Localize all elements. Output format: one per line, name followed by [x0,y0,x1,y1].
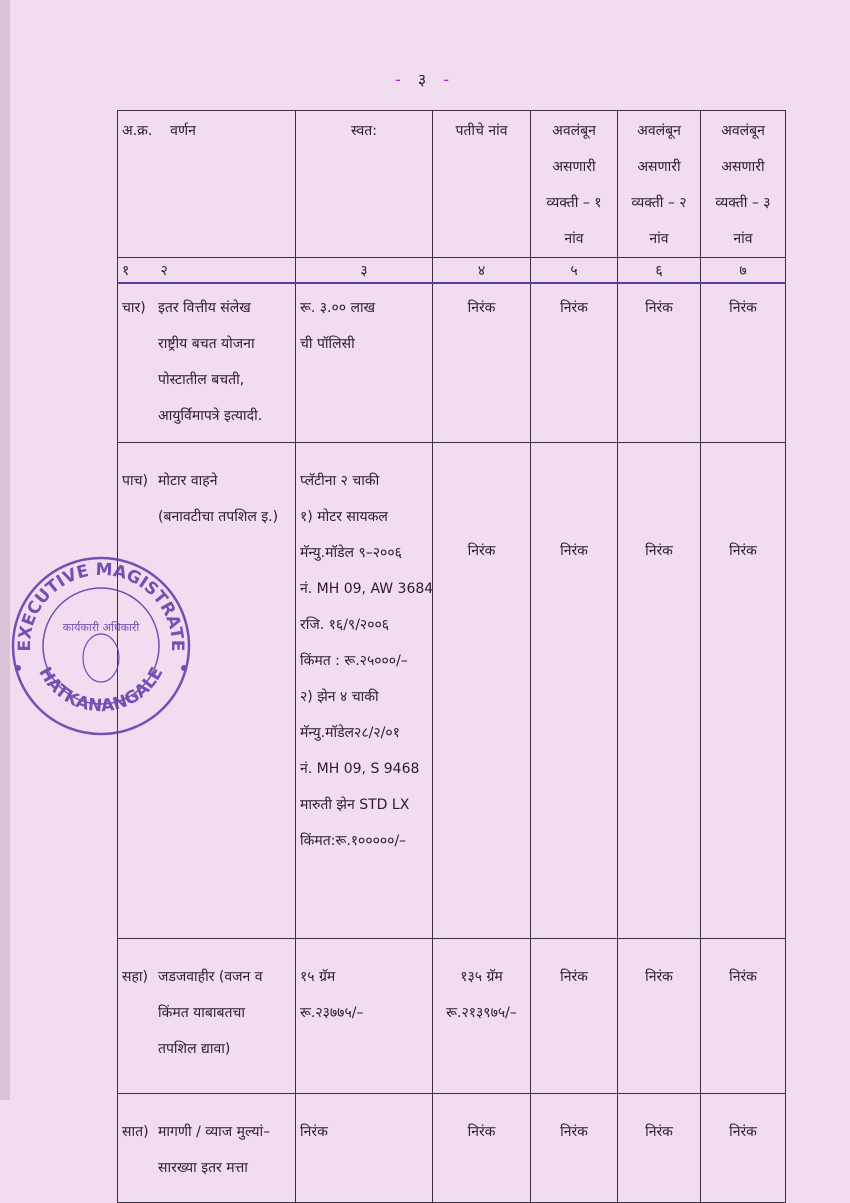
svg-text:EXECUTIVE MAGISTRATE: EXECUTIVE MAGISTRATE [14,559,188,652]
row-number: सहा) [122,969,148,985]
row-number: सात) [122,1124,149,1140]
h: अवलंबून [552,123,596,139]
column-number-row [118,258,786,284]
h: नांव [649,231,669,247]
dep1-cell: निरंक [531,1094,618,1203]
header-sr-desc [118,111,296,258]
value-line: २) झेन ४ चाकी [300,689,379,705]
value-line: नं. MH 09, AW 3684 [300,581,434,597]
dep2-cell: निरंक [618,939,701,1094]
header-self: स्वत: [296,111,433,258]
dep2-cell: निरंक [618,1094,701,1203]
desc-line: किंमत याबाबतचा [158,1005,246,1021]
self-cell: निरंक [296,1094,433,1203]
col-num: ६ [618,258,701,284]
page-number-value: ३ [417,70,433,89]
value-line: १३५ ग्रॅम [460,969,503,985]
value-line: रजि. १६/९/२००६ [300,617,390,633]
col-num: ५ [531,258,618,284]
header-desc: वर्णन [170,123,196,139]
self-cell [296,443,433,939]
dep1-cell: निरंक [531,283,618,443]
dep1-cell: निरंक [531,939,618,1094]
svg-text:कार्यकारी अधिकारी: कार्यकारी अधिकारी [62,621,140,634]
header-dep1 [531,111,618,258]
h: व्यक्ती – १ [546,195,602,211]
value-line: मारुती झेन STD LX [300,797,410,813]
col-num: ३ [296,258,433,284]
dep3-cell: निरंक [701,443,786,939]
col-num: १ [122,263,130,279]
value-line: १) मोटर सायकल [300,509,388,525]
assets-table [117,110,786,1203]
h: नांव [733,231,753,247]
h: असणारी [637,159,681,175]
value-line: १५ ग्रॅम [300,969,336,985]
desc-line: सारख्या इतर मत्ता [158,1160,248,1176]
row-number: चार) [122,300,146,316]
desc-line: तपशिल द्यावा) [158,1041,231,1057]
desc-line: (बनावटीचा तपशिल इ.) [158,509,279,525]
header-dep3 [701,111,786,258]
header-spouse: पतीचे नांव [433,111,531,258]
spouse-cell: निरंक [433,283,531,443]
value-line: रू.२१३९७५/– [446,1005,517,1021]
value-line: प्लॅटीना २ चाकी [300,473,380,489]
spouse-cell: निरंक [433,443,531,939]
desc-line: आयुर्विमापत्रे इत्यादी. [158,408,263,424]
h: नांव [564,231,584,247]
spouse-cell: निरंक [433,1094,531,1203]
header-dep2 [618,111,701,258]
value-line: मॅन्यु.मॉडेल ९–२००६ [300,545,402,561]
desc-cell [118,1094,296,1203]
col-num-1-2 [118,258,296,284]
scan-edge [0,0,10,1100]
value-line: नं. MH 09, S 9468 [300,761,420,777]
h: असणारी [552,159,596,175]
table-row [118,1094,786,1203]
dep3-cell: निरंक [701,1094,786,1203]
dep2-cell: निरंक [618,443,701,939]
h: अवलंबून [637,123,681,139]
desc-line: राष्ट्रीय बचत योजना [158,336,255,352]
table-row [118,939,786,1094]
desc-line: इतर वित्तीय संलेख [158,300,251,316]
value-line: रू.२३७७५/– [300,1005,364,1021]
dep1-cell: निरंक [531,443,618,939]
desc-line: पोस्टातील बचती, [158,372,245,388]
svg-text:HATKANANGALE: HATKANANGALE [34,663,168,717]
value-line: किंमत:रू.१०००००/– [300,833,407,849]
header-row [118,111,786,258]
value-line: रू. ३.०० लाख [300,300,376,316]
table-row [118,283,786,443]
self-cell [296,283,433,443]
row-number: पाच) [122,473,148,489]
col-num: ७ [701,258,786,284]
desc-cell [118,283,296,443]
table-row [118,443,786,939]
spouse-cell [433,939,531,1094]
h: व्यक्ती – ३ [715,195,771,211]
dep3-cell: निरंक [701,939,786,1094]
magistrate-stamp [8,553,194,739]
h: व्यक्ती – २ [631,195,687,211]
page-number: - ३ - [394,70,456,89]
desc-line: जडजवाहीर (वजन व [158,969,263,985]
h: असणारी [721,159,765,175]
desc-cell [118,939,296,1094]
col-num: २ [160,263,168,279]
value-line: मॅन्यु.मॉडेल२८/२/०१ [300,725,400,741]
value-line: किंमत : रू.२५०००/– [300,653,408,669]
col-num: ४ [433,258,531,284]
dep3-cell: निरंक [701,283,786,443]
header-sr: अ.क्र. [122,123,153,139]
self-cell [296,939,433,1094]
desc-line: मागणी / व्याज मुल्यां– [158,1124,271,1140]
desc-line: मोटार वाहने [158,473,218,489]
h: अवलंबून [721,123,765,139]
dep2-cell: निरंक [618,283,701,443]
value-line: ची पॉलिसी [300,336,355,352]
